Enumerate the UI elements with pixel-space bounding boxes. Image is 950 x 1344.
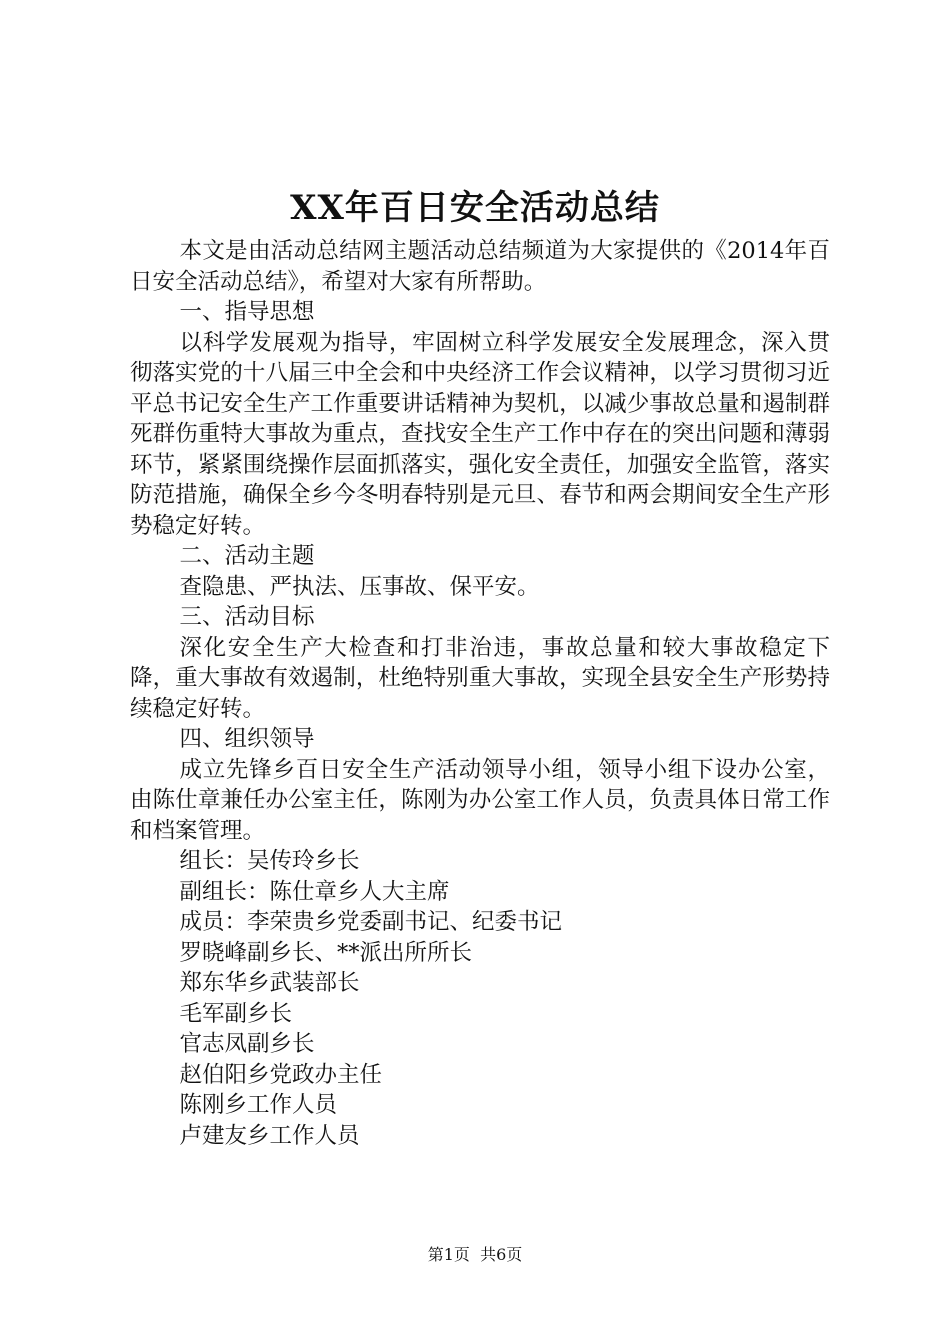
member-line: 毛军副乡长 xyxy=(179,1000,293,1027)
section-paragraph: 深化安全生产大检查和打非治违，事故总量和较大事故稳定下降，重大事故有效遏制，杜绝特别重大事故，实现全县安全生产形势持续稳定好转。 xyxy=(130,634,830,722)
member-line: 成员：李荣贵乡党委副书记、纪委书记 xyxy=(179,909,563,935)
page-footer xyxy=(0,1244,950,1266)
section-paragraph: 查隐患、严执法、压事故、保平安。 xyxy=(179,573,540,600)
section-heading-guiding-thought: 一、指导思想 xyxy=(179,299,315,325)
document-body xyxy=(130,236,830,1151)
section-heading-activity-goal: 三、活动目标 xyxy=(179,604,315,630)
member-line: 陈刚乡工作人员 xyxy=(179,1092,338,1118)
member-line: 卢建友乡工作人员 xyxy=(179,1122,360,1149)
page-number-label: 第1页 共6页 xyxy=(427,1245,523,1264)
member-line: 郑东华乡武装部长 xyxy=(179,970,360,996)
page-title: XX年百日安全活动总结 xyxy=(290,188,660,228)
intro-paragraph: 本文是由活动总结网主题活动总结频道为大家提供的《2014年百日安全活动总结》，希望对大家有所帮助。 xyxy=(130,238,830,295)
section-heading-activity-theme: 二、活动主题 xyxy=(179,543,315,569)
member-line: 组长：吴传玲乡长 xyxy=(179,848,360,874)
section-paragraph: 以科学发展观为指导，牢固树立科学发展安全发展理念，深入贯彻落实党的十八届三中全会和中央经济工作会议精神，以学习贯彻习近平总书记安全生产工作重要讲话精神为契机，以减少事故总量和遏制群死群伤重特大事故为重点，查找安全生产工作中存在的突出问题和薄弱环节，紧紧围绕操作层面抓落实，强化安全责任，加强安全监管，落实防范措施，确保全乡今冬明春特别是元旦、春节和两会期间安全生产形势稳定好转。 xyxy=(130,329,830,539)
member-line: 副组长：陈仕章乡人大主席 xyxy=(179,878,450,905)
section-paragraph: 成立先锋乡百日安全生产活动领导小组，领导小组下设办公室，由陈仕章兼任办公室主任，陈刚为办公室工作人员，负责具体日常工作和档案管理。 xyxy=(130,756,830,844)
section-heading-organization: 四、组织领导 xyxy=(179,726,315,752)
member-line: 赵伯阳乡党政办主任 xyxy=(179,1061,383,1088)
member-line: 官志凤副乡长 xyxy=(179,1031,315,1057)
member-line: 罗晓峰副乡长、**派出所所长 xyxy=(179,939,473,966)
